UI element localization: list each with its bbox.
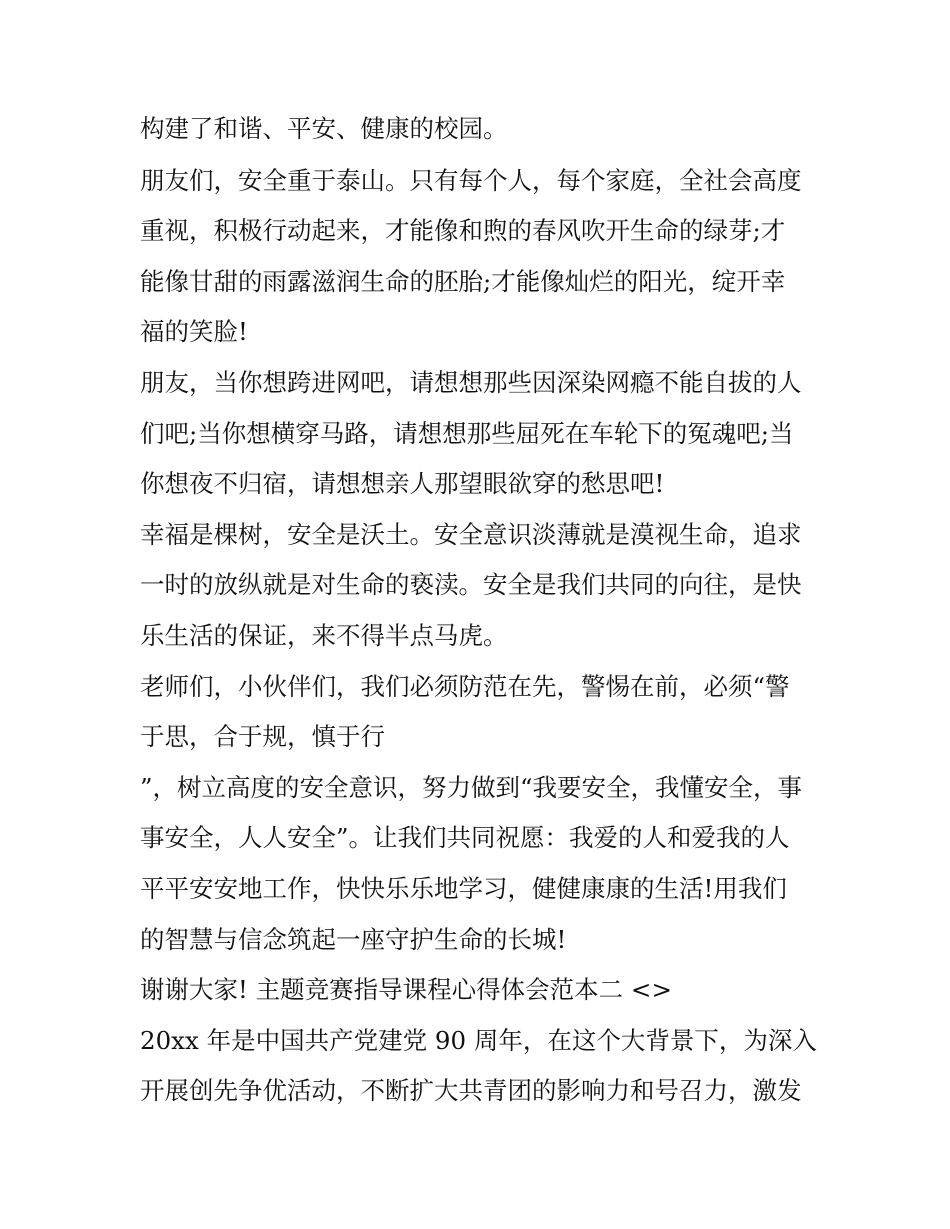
text-line: 事安全，人人安全”。让我们共同祝愿：我爱的人和爱我的人 [140,823,790,852]
text-line: 重视，积极行动起来，才能像和煦的春风吹开生命的绿芽;才 [140,216,786,245]
text-line: 朋友，当你想跨进网吧，请想想那些因深染网瘾不能自拔的人 [140,368,802,397]
text-line: 构建了和谐、平安、健康的校园。 [140,114,508,143]
text-line: 你想夜不归宿，请想想亲人那望眼欲穿的愁思吧! [140,469,665,498]
text-line: 老师们，小伙伴们，我们必须防范在先，警惕在前，必须“警 [140,672,790,701]
text-line: ”，树立高度的安全意识，努力做到“我要安全，我懂安全，事 [140,773,803,802]
text-line: 福的笑脸! [140,317,248,346]
text-line: 平平安安地工作，快快乐乐地学习，健健康康的生活!用我们 [140,874,787,903]
text-line: 一时的放纵就是对生命的亵渎。安全是我们共同的向往，是快 [140,570,802,599]
text-line: 朋友们，安全重于泰山。只有每个人，每个家庭，全社会高度 [140,166,802,195]
text-line: 幸福是棵树，安全是沃土。安全意识淡薄就是漠视生命，追求 [140,520,802,549]
text-line: 20xx 年是中国共产党建党 90 周年，在这个大背景下，为深入 [140,1026,817,1055]
text-line: 们吧;当你想横穿马路，请想想那些屈死在车轮下的冤魂吧;当 [140,419,794,448]
text-line: 开展创先争优活动，不断扩大共青团的影响力和号召力，激发 [140,1076,802,1105]
text-line: 于思，合于规，慎于行 [140,722,385,751]
text-line: 能像甘甜的雨露滋润生命的胚胎;才能像灿烂的阳光，绽开幸 [140,267,786,296]
text-line: 谢谢大家! 主题竞赛指导课程心得体会范本二 <> [140,975,672,1004]
text-line: 乐生活的保证，来不得半点马虎。 [140,621,508,650]
text-line: 的智慧与信念筑起一座守护生命的长城! [140,925,567,954]
